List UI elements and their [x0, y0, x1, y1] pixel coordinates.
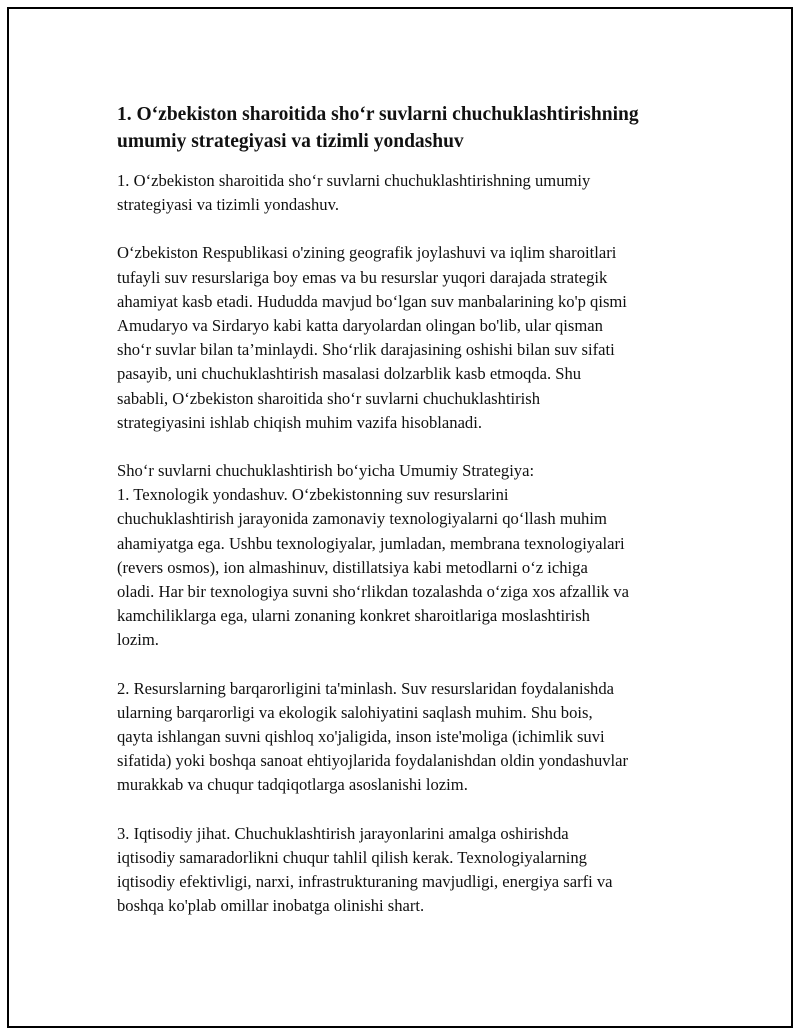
list-item-line: qayta ishlangan suvni qishloq xo'jaligida, inson iste'moliga (ichimlik suvi	[117, 727, 605, 747]
list-item-line: boshqa ko'plab omillar inobatga olinishi shart.	[117, 896, 425, 916]
list-item-line: (revers osmos), ion almashinuv, distillatsiya kabi metodlarni o‘z ichiga	[117, 557, 588, 577]
list-item-line: ularning barqarorligi va ekologik salohiyatini saqlash muhim. Shu bois,	[117, 702, 593, 722]
heading-line: 1. O‘zbekiston sharoitida sho‘r suvlarni chuchuklashtirishning	[117, 104, 639, 125]
list-item-line: oladi. Har bir texnologiya suvni sho‘rlikdan tozalashda o‘ziga xos afzallik va	[117, 582, 629, 602]
text-line: pasayib, uni chuchuklashtirish masalasi dolzarblik kasb etmoqda. Shu	[117, 364, 582, 384]
list-item-line: murakkab va chuqur tadqiqotlarga asoslanishi lozim.	[117, 775, 468, 795]
text-line: ahamiyat kasb etadi. Hududda mavjud bo‘lgan suv manbalarining ko'p qismi	[117, 291, 627, 311]
document-page	[7, 7, 793, 1028]
list-item-line: lozim.	[117, 630, 159, 650]
heading-line: umumiy strategiyasi va tizimli yondashuv	[117, 131, 464, 152]
body-paragraph	[117, 241, 707, 435]
strategy-heading: Sho‘r suvlarni chuchuklashtirish bo‘yicha Umumiy Strategiya:	[117, 461, 535, 481]
list-item-line: iqtisodiy efektivligi, narxi, infrastrukturaning mavjudligi, energiya sarfi va	[117, 872, 613, 892]
list-item-line: 1. Texnologik yondashuv. O‘zbekistonning suv resurslarini	[117, 485, 509, 505]
text-line: tufayli suv resurslariga boy emas va bu resurslar yuqori darajada strategik	[117, 267, 608, 287]
text-line: Amudaryo va Sirdaryo kabi katta daryolardan olingan bo'lib, ular qisman	[117, 316, 603, 336]
list-item-line: chuchuklashtirish jarayonida zamonaviy texnologiyalarni qo‘llash muhim	[117, 509, 607, 529]
list-item-line: sifatida) yoki boshqa sanoat ehtiyojlarida foydalanishdan oldin yondashuvlar	[117, 751, 629, 771]
document-body	[117, 101, 707, 918]
list-item-line: 3. Iqtisodiy jihat. Chuchuklashtirish jarayonlarini amalga oshirishda	[117, 823, 569, 843]
text-line: sababli, O‘zbekiston sharoitida sho‘r suvlarni chuchuklashtirish	[117, 388, 541, 408]
section-heading	[117, 101, 707, 155]
strategy-list	[117, 459, 707, 653]
text-line: 1. O‘zbekiston sharoitida sho‘r suvlarni chuchuklashtirishning umumiy	[117, 171, 591, 190]
text-line: strategiyasi va tizimli yondashuv.	[117, 195, 339, 215]
list-item-line: kamchiliklarga ega, ularni zonaning konkret sharoitlariga moslashtirish	[117, 606, 590, 626]
list-item	[117, 822, 707, 919]
text-line: O‘zbekiston Respublikasi o'zining geografik joylashuvi va iqlim sharoitlari	[117, 243, 617, 263]
list-item	[117, 677, 707, 798]
text-line: sho‘r suvlar bilan ta’minlaydi. Sho‘rlik darajasining oshishi bilan suv sifati	[117, 340, 615, 360]
text-line: strategiyasini ishlab chiqish muhim vazifa hisoblanadi.	[117, 412, 482, 432]
list-item-line: ahamiyatga ega. Ushbu texnologiyalar, jumladan, membrana texnologiyalari	[117, 533, 625, 553]
list-item-line: 2. Resurslarning barqarorligini ta'minlash. Suv resurslaridan foydalanishda	[117, 678, 615, 698]
list-item-line: iqtisodiy samaradorlikni chuqur tahlil qilish kerak. Texnologiyalarning	[117, 847, 587, 867]
intro-paragraph	[117, 169, 707, 217]
